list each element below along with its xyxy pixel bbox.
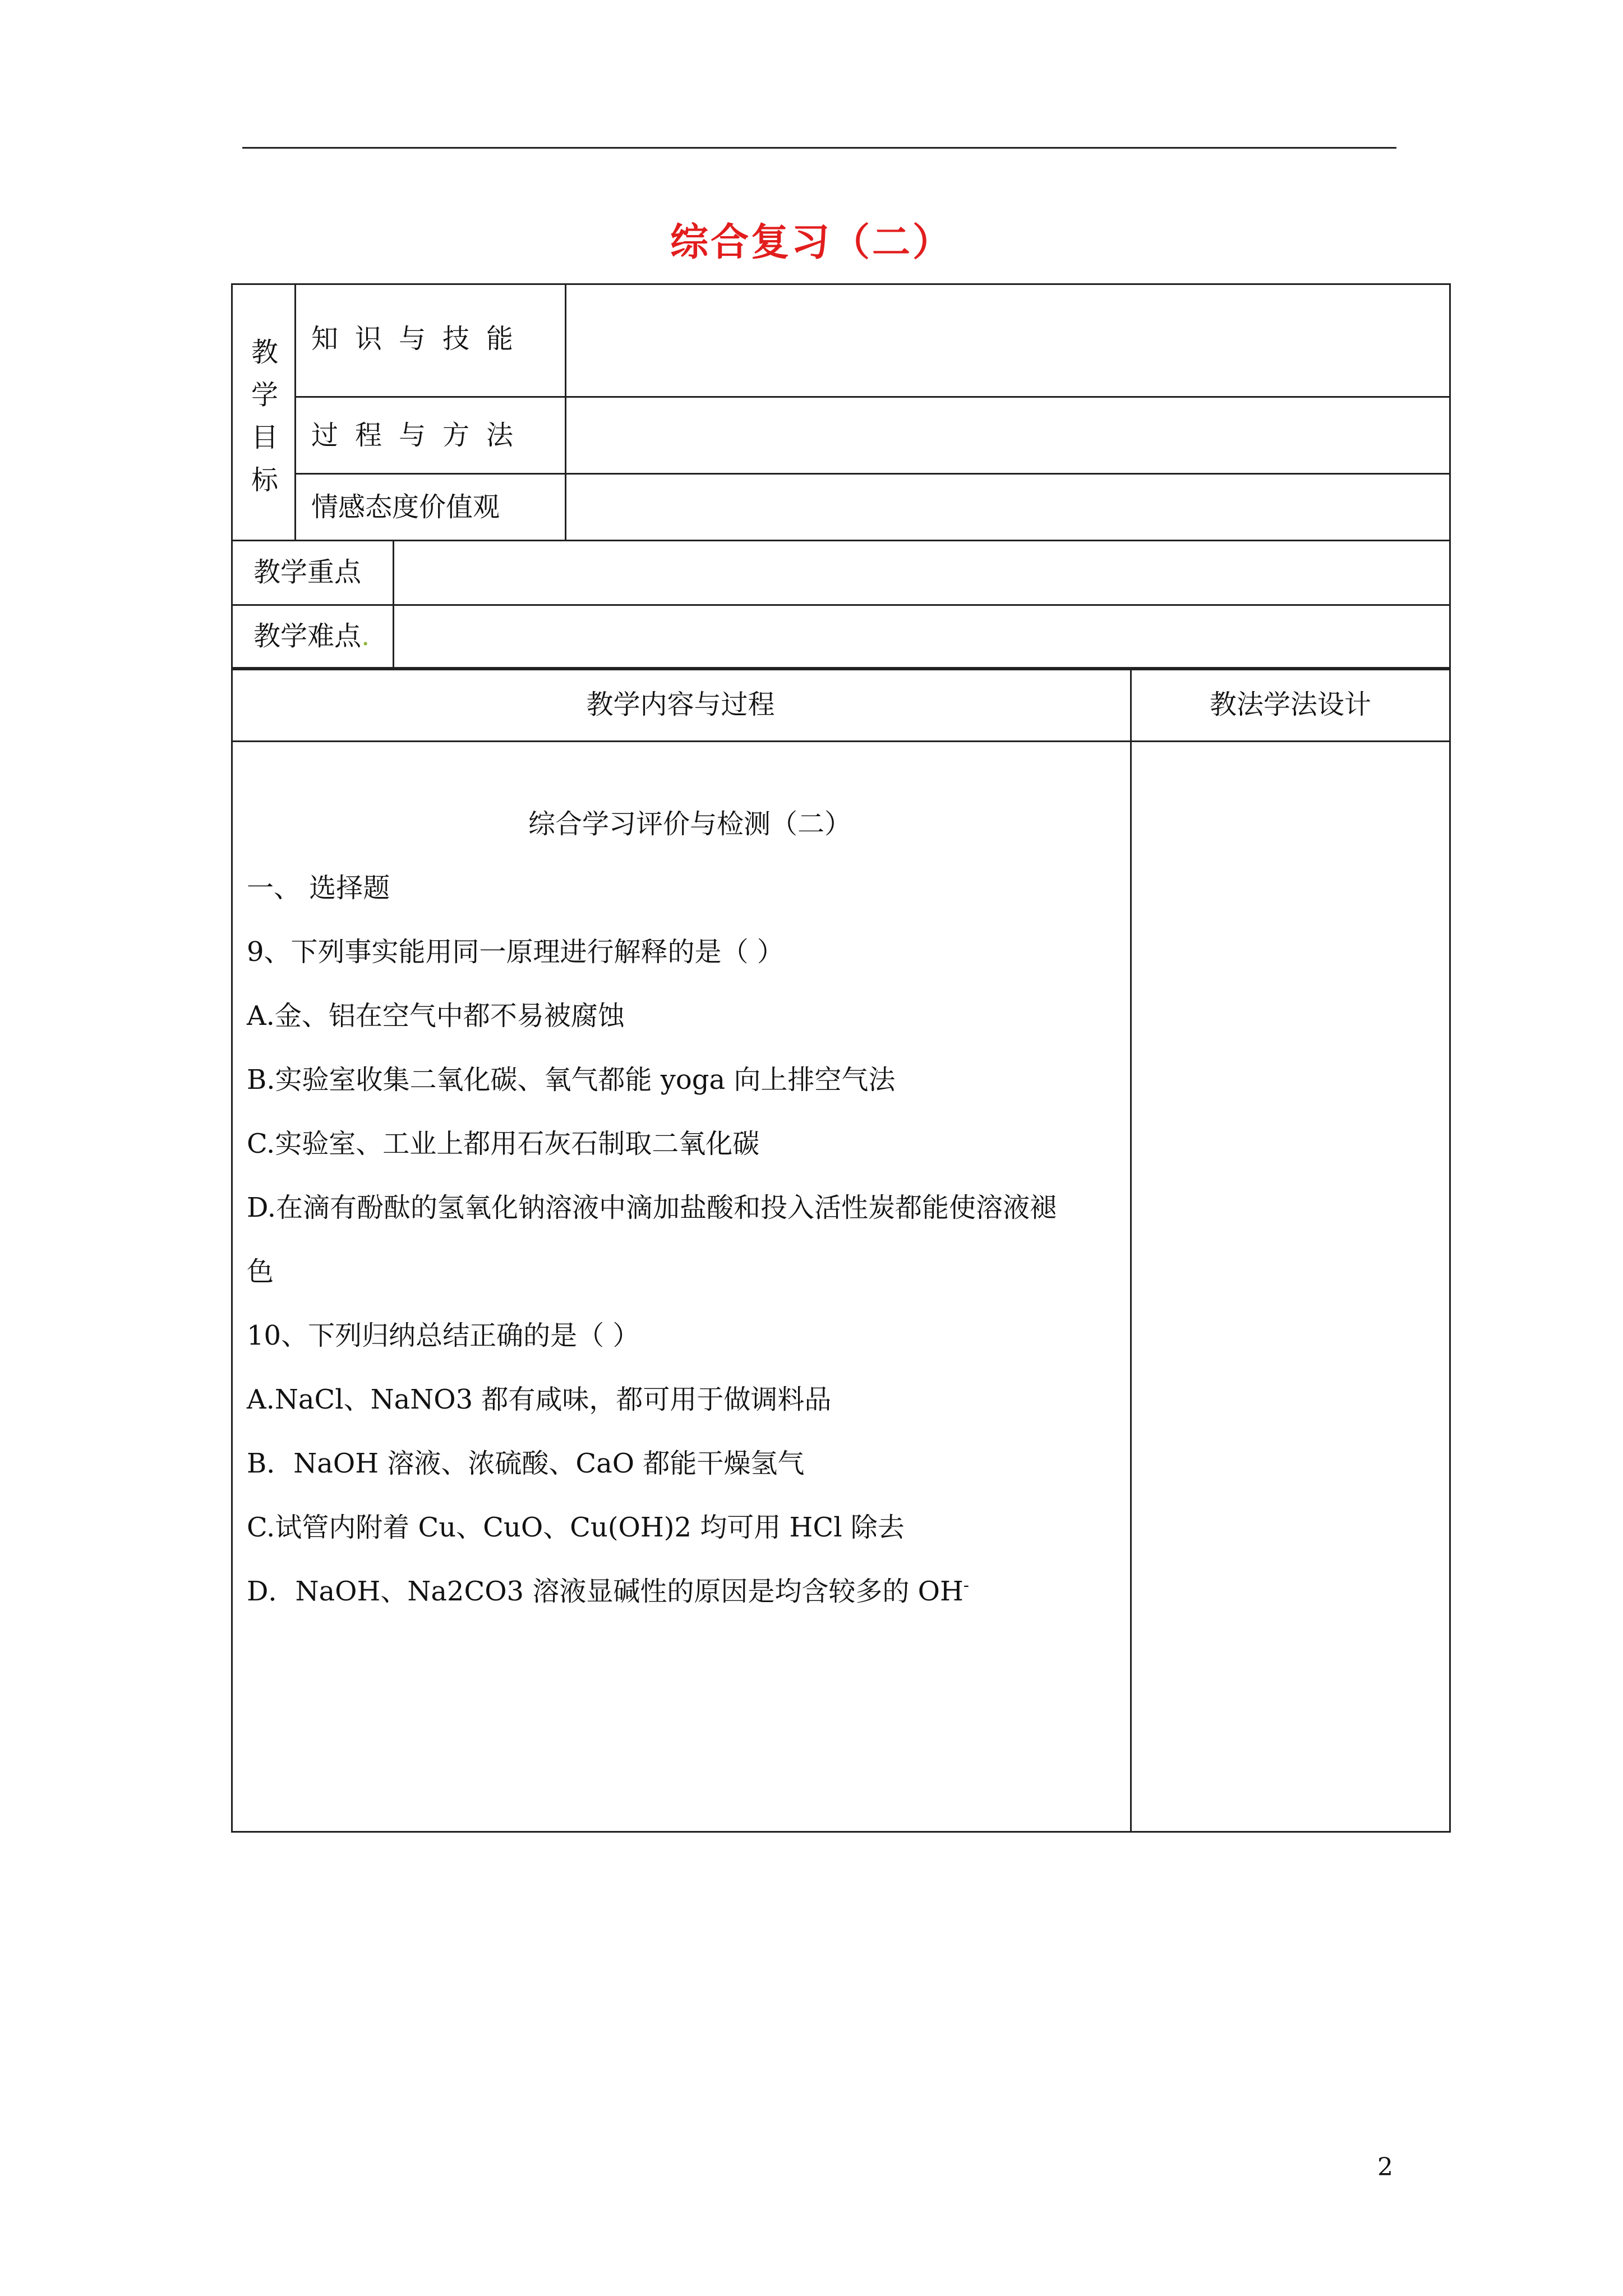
question-9-option-d: D.在滴有酚酞的氢氧化钠溶液中滴加盐酸和投入活性炭都能使溶液褪 xyxy=(247,1192,1057,1223)
page-title: 综合复习（二） xyxy=(670,220,953,265)
divider xyxy=(231,540,1451,541)
question-9-option-b: B.实验室收集二氧化碳、氧气都能 yoga 向上排空气法 xyxy=(247,1064,896,1096)
question-9-option-d-cont: 色 xyxy=(247,1256,274,1287)
question-10-option-b: B．NaOH 溶液、浓硫酸、CaO 都能干燥氢气 xyxy=(247,1448,805,1479)
divider xyxy=(231,604,1451,606)
objectives-group-label: 教 学 目 标 xyxy=(251,337,278,496)
column-header-content: 教学内容与过程 xyxy=(586,689,775,720)
content-subtitle: 综合学习评价与检测（二） xyxy=(528,808,851,840)
question-9: 9、下列事实能用同一原理进行解释的是（ ） xyxy=(247,936,784,968)
content-table xyxy=(231,669,1451,1833)
objective-label-process: 过程与方法 xyxy=(311,420,531,451)
section-heading: 一、 选择题 xyxy=(247,872,390,904)
divider xyxy=(1130,669,1132,1833)
objective-label-attitude: 情感态度价值观 xyxy=(311,491,500,523)
question-10-option-a: A.NaCl、NaNO3 都有咸味，都可用于做调料品 xyxy=(247,1384,832,1415)
column-header-methods: 教法学法设计 xyxy=(1209,689,1371,720)
objective-label-knowledge: 知识与技能 xyxy=(311,323,531,355)
divider xyxy=(231,740,1451,742)
question-10-option-d: D．NaOH、Na2CO3 溶液显碱性的原因是均含较多的 OH- xyxy=(247,1576,969,1607)
divider xyxy=(294,396,1451,398)
question-10: 10、下列归纳总结正确的是（ ） xyxy=(247,1320,640,1351)
difficulties-label: 教学难点. xyxy=(253,620,370,652)
question-9-option-c: C.实验室、工业上都用石灰石制取二氧化碳 xyxy=(247,1128,760,1159)
key-points-label: 教学重点 xyxy=(253,556,362,588)
question-9-option-a: A.金、铝在空气中都不易被腐蚀 xyxy=(247,1000,625,1032)
page-number: 2 xyxy=(1377,2153,1393,2182)
divider xyxy=(393,540,394,669)
divider xyxy=(565,283,566,540)
divider xyxy=(294,473,1451,475)
header-rule xyxy=(242,147,1396,149)
divider xyxy=(294,283,296,540)
question-10-option-c: C.试管内附着 Cu、CuO、Cu(OH)2 均可用 HCl 除去 xyxy=(247,1512,905,1543)
